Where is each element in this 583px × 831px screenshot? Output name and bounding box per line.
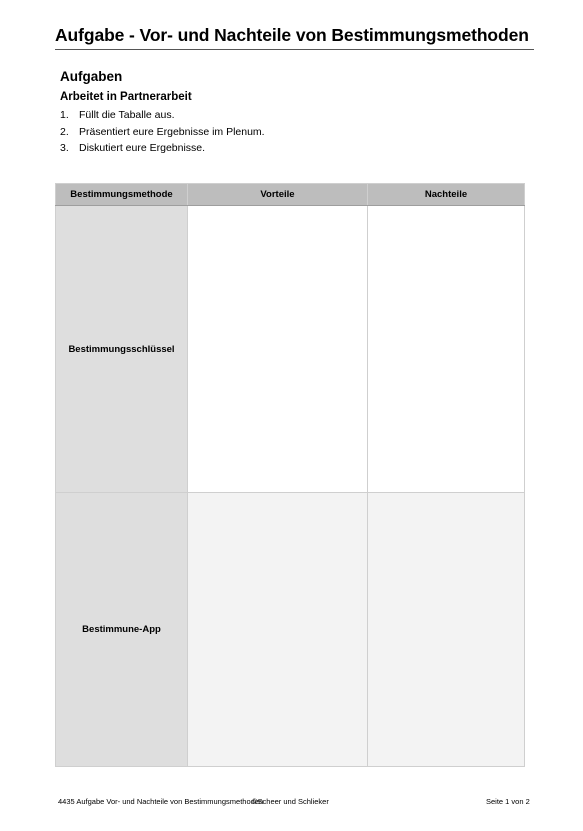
- table-row: [56, 206, 525, 493]
- list-item: [60, 140, 265, 157]
- disadvantages-cell[interactable]: [368, 493, 525, 767]
- page-title: Aufgabe - Vor- und Nachteile von Bestimmungsmethoden: [55, 25, 529, 45]
- advantages-cell[interactable]: [188, 206, 368, 493]
- list-item-number: 3.: [60, 142, 69, 154]
- table-row: [56, 493, 525, 767]
- list-item: [60, 107, 265, 124]
- list-item-number: 1.: [60, 109, 69, 121]
- footer-document-id: 4435 Aufgabe Vor- und Nachteile von Bestimmungsmethoden: [58, 797, 264, 806]
- list-item-text: Präsentiert eure Ergebnisse im Plenum.: [79, 125, 265, 138]
- row-label: Bestimmungsschlüssel: [56, 206, 188, 493]
- title-divider: [55, 49, 534, 50]
- column-header-disadvantages: Nachteile: [368, 184, 525, 206]
- section-heading: Aufgaben: [60, 69, 123, 84]
- footer-copyright: ©Scheer und Schlieker: [252, 797, 329, 806]
- list-item: [60, 124, 265, 141]
- column-header-method: Bestimmungsmethode: [56, 184, 188, 206]
- subheading: Arbeitet in Partnerarbeit: [60, 91, 192, 103]
- worksheet-table: [55, 183, 525, 767]
- list-item-text: Diskutiert eure Ergebnisse.: [79, 142, 206, 154]
- advantages-cell[interactable]: [188, 493, 368, 767]
- column-header-advantages: Vorteile: [188, 184, 368, 206]
- list-item-text: Füllt die Taballe aus.: [79, 109, 175, 121]
- footer-page-number: Seite 1 von 2: [486, 797, 530, 806]
- row-label: Bestimmune-App: [56, 493, 188, 767]
- table-header-row: [56, 184, 525, 206]
- list-item-number: 2.: [60, 125, 69, 138]
- task-list: [60, 107, 265, 157]
- disadvantages-cell[interactable]: [368, 206, 525, 493]
